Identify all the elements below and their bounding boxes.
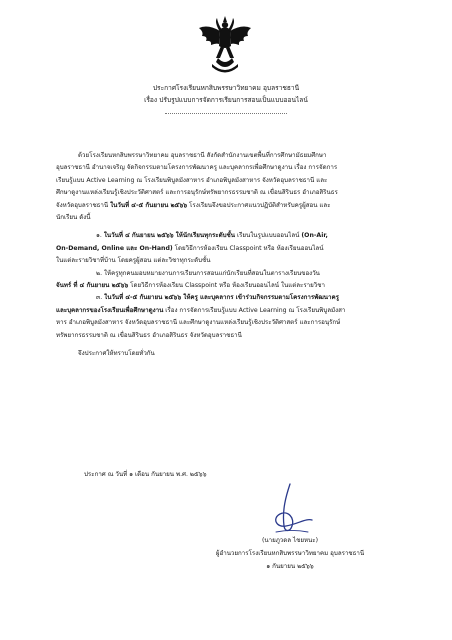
signer-position: ผู้อำนวยการโรงเรียนหกสิบพรรษาวิทยาคม อุบลราชธานี bbox=[215, 550, 365, 557]
signature-mark bbox=[246, 480, 326, 542]
bold-text: จันทร์ ที่ ๔ กันยายน ๒๕๖๖ bbox=[56, 282, 129, 290]
bold-text: (On-Air, bbox=[301, 232, 328, 240]
text-span: ๓. bbox=[96, 294, 105, 302]
body-line: ศึกษาดูงานแหล่งเรียนรู้เชิงประวัติศาสตร์ และการอนุรักษ์ทรัพยากรธรรมชาติ ณ เขื่อนสิรินธร อำเภอสิรินธร bbox=[56, 189, 338, 197]
bold-text: ในวันที่ ๔ กันยายน ๒๕๖๖ ให้นักเรียนทุกระดับชั้น bbox=[103, 232, 235, 240]
text-span: ๑. bbox=[96, 232, 104, 240]
text-span: โรงเรียนจึงขอประกาศแนวปฏิบัติสำหรับครูผู้สอน และ bbox=[187, 201, 331, 209]
closing-line: จึงประกาศให้ทราบโดยทั่วกัน bbox=[78, 350, 155, 358]
body-line: เรียนรู้แบบ Active Learning ณ โรงเรียนพิบูลมังสาหาร อำเภอพิบูลมังสาหาร จังหวัดอุบลราชธานี และ bbox=[56, 176, 328, 184]
body-line: อุบลราชธานี อำนาจเจริญ จัดกิจกรรมตามโครงการพัฒนาครู และบุคลากรเพื่อศึกษาดูงาน เรื่อง การจัดการ bbox=[56, 164, 338, 172]
signature-block bbox=[190, 534, 390, 573]
body-line bbox=[56, 200, 402, 212]
text-span: เรียนในรูปแบบออนไลน์ bbox=[234, 232, 302, 240]
bold-text: ในวันที่ ๔-๕ กันยายน ๒๕๖๖ ให้ครู และบุคลากร เข้าร่วมกิจกรรมตามโครงการพัฒนาครู bbox=[104, 294, 339, 302]
item-3-line: ทรัพยากรธรรมชาติ ณ เขื่อนสิรินธร อำเภอสิรินธร จังหวัดอุบลราชธานี bbox=[56, 331, 242, 339]
text-span: เรื่อง การจัดการเรียนรู้แบบ Active Learning ณ โรงเรียนพิบูลมังสา bbox=[163, 306, 346, 314]
item-1-line bbox=[56, 230, 402, 242]
item-3-line: หาร อำเภอพิบูลมังสาหาร จังหวัดอุบลราชธานี และศึกษาดูงานแหล่งเรียนรู้เชิงประวัติศาสตร์ และการอนุรักษ์ bbox=[56, 319, 341, 327]
announcement-subject: เรื่อง ปรับรูปแบบการจัดการเรียนการสอนเป็นแบบออนไลน์ bbox=[144, 96, 308, 104]
text-span: โดยวิธีการห้องเรียน Classpoint หรือ ห้องเรียนออนไลน์ ในแต่ละรายวิชา bbox=[128, 282, 325, 290]
bold-text: On-Demand, Online และ On-Hand) bbox=[56, 244, 173, 252]
item-1-line bbox=[56, 243, 402, 255]
announcement-date: ประกาศ ณ วันที่ ๑ เดือน กันยายน พ.ศ. ๒๕๖๖ bbox=[84, 471, 207, 478]
body-line: ด้วยโรงเรียนหกสิบพรรษาวิทยาคม อุบลราชธานี สังกัดสำนักงานเขตพื้นที่การศึกษามัธยมศึกษา bbox=[78, 152, 327, 159]
bold-date: ในวันที่ ๔-๕ กันยายน ๒๕๖๖ bbox=[110, 201, 188, 209]
bold-text: และบุคลากรของโรงเรียนเพื่อศึกษาดูงาน bbox=[56, 306, 164, 314]
announcement-body bbox=[56, 150, 402, 361]
item-3-line bbox=[56, 305, 402, 317]
separator-line bbox=[165, 113, 287, 114]
body-line: นักเรียน ดังนี้ bbox=[56, 214, 91, 222]
item-1-line: ในแต่ละรายวิชาที่บ้าน โดยครูผู้สอน แต่ละวิชาทุกระดับชั้น bbox=[56, 257, 211, 265]
signer-name: (นายภูวดล ไชยหนะ) bbox=[261, 537, 319, 544]
garuda-emblem-icon bbox=[196, 14, 254, 76]
item-3-line bbox=[56, 292, 402, 304]
text-span: โดยวิธีการห้องเรียน Classpoint หรือ ห้องเรียนออนไลน์ bbox=[172, 244, 324, 252]
announcement-title: ประกาศโรงเรียนหกสิบพรรษาวิทยาคม อุบลราชธานี bbox=[152, 84, 300, 92]
item-2-line bbox=[56, 280, 402, 292]
text-span: จังหวัดอุบลราชธานี bbox=[56, 201, 111, 209]
signature-date: ๑ กันยายน ๒๕๖๖ bbox=[266, 563, 314, 570]
item-2-line: ๒. ให้ครูทุกคนมอบหมายงานการเรียนการสอนแก่นักเรียนที่สอนในตารางเรียนของวัน bbox=[96, 269, 320, 277]
